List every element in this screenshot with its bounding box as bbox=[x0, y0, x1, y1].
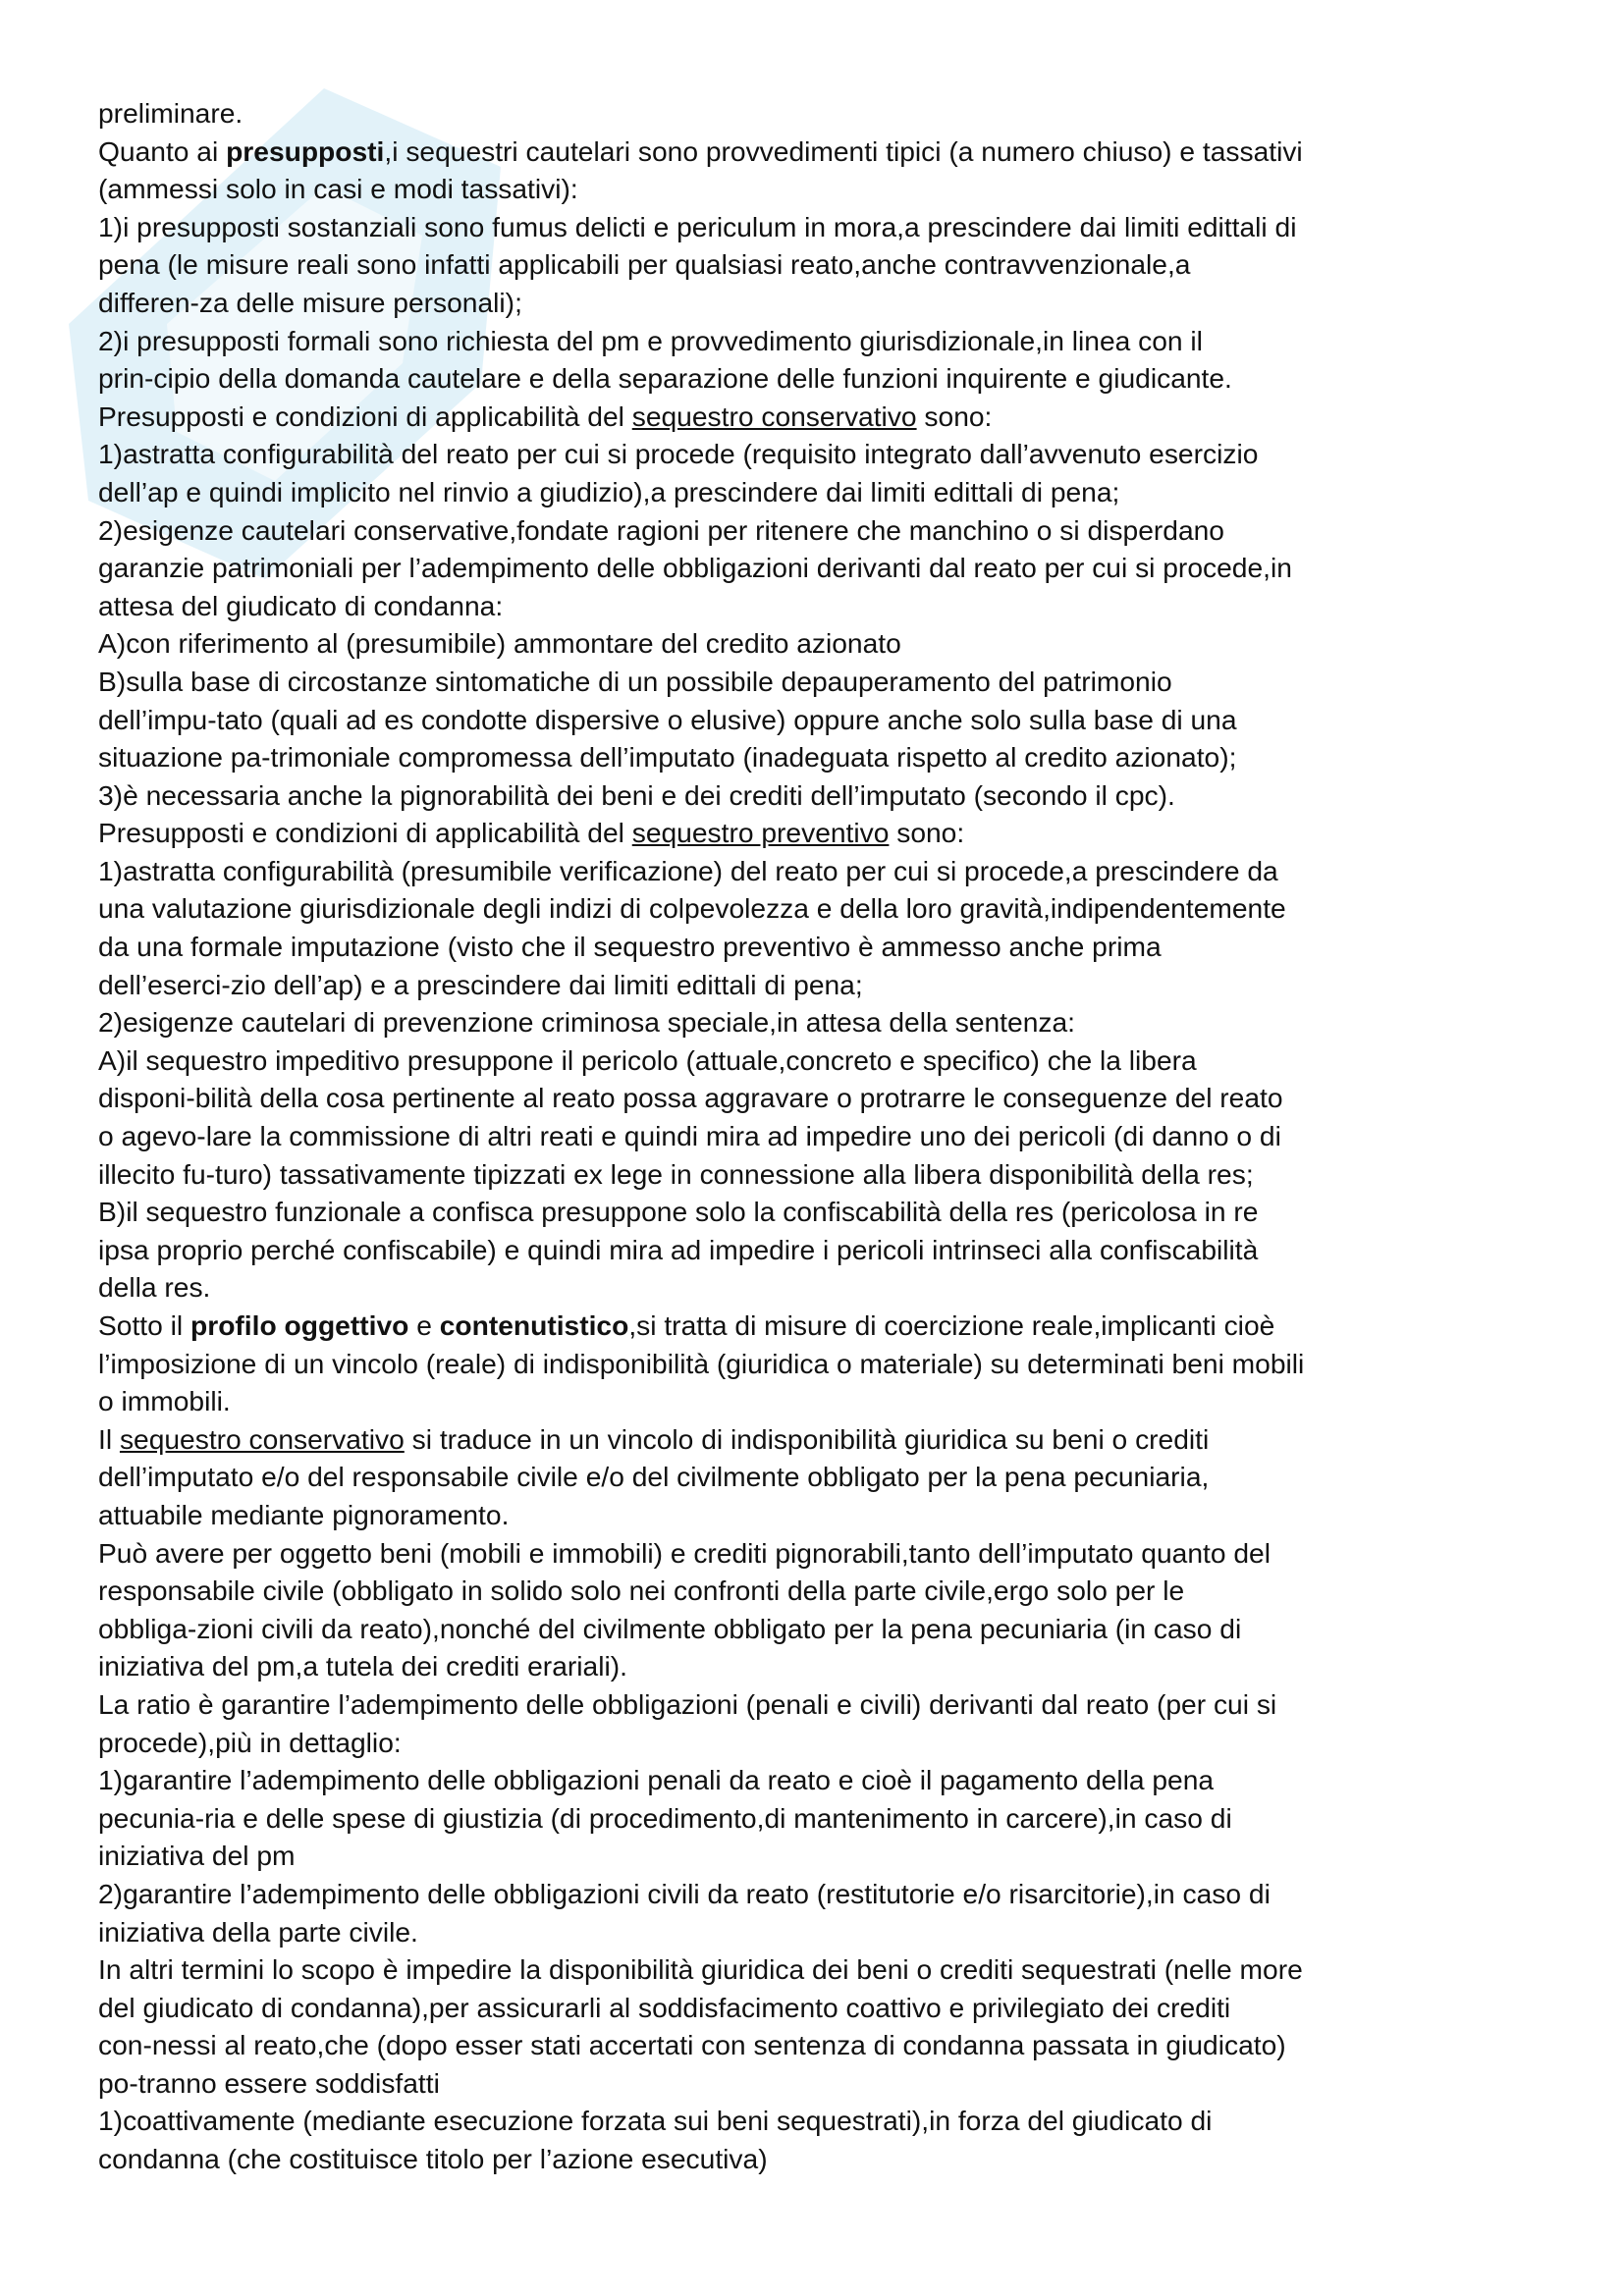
text-span: illecito fu-turo) tassativamente tipizzati ex lege in connessione alla libera disponibilità della res; bbox=[98, 1157, 1254, 1190]
text-span: Presupposti e condizioni di applicabilità del bbox=[98, 400, 632, 432]
text-line bbox=[98, 2064, 1551, 2103]
text-span: condanna (che costituisce titolo per l’azione esecutiva) bbox=[98, 2143, 768, 2175]
text-span: ,si tratta di misure di coercizione reale,implicanti cioè bbox=[628, 1309, 1275, 1341]
text-line bbox=[98, 1307, 1551, 1345]
text-line bbox=[98, 738, 1551, 776]
text-line bbox=[98, 1079, 1551, 1117]
text-span: pena (le misure reali sono infatti applicabili per qualsiasi reato,anche contravvenzionale,a bbox=[98, 248, 1191, 281]
text-span: (ammessi solo in casi e modi tassativi): bbox=[98, 173, 578, 205]
text-line bbox=[98, 1761, 1551, 1799]
text-line bbox=[98, 889, 1551, 928]
underlined-text: sequestro preventivo bbox=[631, 817, 890, 849]
text-span: preliminare. bbox=[98, 97, 243, 129]
text-line bbox=[98, 1989, 1551, 2027]
text-span: ,i sequestri cautelari sono provvedimenti tipici (a numero chiuso) e tassativi bbox=[384, 134, 1303, 167]
text-span: iniziativa della parte civile. bbox=[98, 1915, 418, 1948]
text-line bbox=[98, 359, 1551, 398]
text-line bbox=[98, 1724, 1551, 1762]
text-span: disponi-bilità della cosa pertinente al reato possa aggravare o protrarre le conseguenze del reato bbox=[98, 1082, 1283, 1114]
text-line bbox=[98, 94, 1551, 133]
text-span: dell’ap e quindi implicito nel rinvio a giudizio),a prescindere dai limiti edittali di pena; bbox=[98, 475, 1120, 507]
text-span: obbliga-zioni civili da reato),nonché del civilmente obbligato per la pena pecuniaria (in caso di bbox=[98, 1612, 1242, 1644]
text-line bbox=[98, 1875, 1551, 1913]
text-span: responsabile civile (obbligato in solido solo nei confronti della parte civile,ergo solo per le bbox=[98, 1575, 1185, 1607]
text-line bbox=[98, 1382, 1551, 1420]
text-span: attesa del giudicato di condanna: bbox=[98, 589, 504, 621]
text-span: In altri termini lo scopo è impedire la disponibilità giuridica dei beni o crediti sequestrati (nelle more bbox=[98, 1953, 1303, 1986]
text-span: garanzie patrimoniali per l’adempimento delle obbligazioni derivanti dal reato per cui si procede,in bbox=[98, 552, 1292, 584]
text-line bbox=[98, 814, 1551, 852]
text-span: della res. bbox=[98, 1271, 211, 1304]
text-line bbox=[98, 1231, 1551, 1269]
text-line bbox=[98, 284, 1551, 322]
text-span: Il bbox=[98, 1422, 120, 1455]
text-line bbox=[98, 549, 1551, 587]
text-line bbox=[98, 1155, 1551, 1194]
text-span: sono: bbox=[916, 400, 993, 432]
text-line bbox=[98, 473, 1551, 511]
text-span: iniziativa del pm bbox=[98, 1840, 296, 1872]
text-span: 2)garantire l’adempimento delle obbligazioni civili da reato (restitutorie e/o risarcitorie),in caso di bbox=[98, 1877, 1271, 1909]
text-line bbox=[98, 1610, 1551, 1648]
text-line bbox=[98, 663, 1551, 701]
text-line bbox=[98, 1647, 1551, 1685]
document-page bbox=[98, 94, 1551, 2178]
text-line bbox=[98, 170, 1551, 208]
text-line bbox=[98, 624, 1551, 663]
text-line bbox=[98, 2102, 1551, 2140]
text-span: Sotto il bbox=[98, 1309, 191, 1341]
text-span: situazione pa-trimoniale compromessa dell’imputato (inadeguata rispetto al credito azionato); bbox=[98, 741, 1237, 774]
text-span: A)il sequestro impeditivo presuppone il pericolo (attuale,concreto e specifico) che la libera bbox=[98, 1043, 1197, 1076]
text-span: 1)i presupposti sostanziali sono fumus delicti e periculum in mora,a prescindere dai limiti edittali di bbox=[98, 210, 1297, 242]
text-span: dell’eserci-zio dell’ap) e a prescindere dai limiti edittali di pena; bbox=[98, 968, 863, 1000]
text-span: iniziativa del pm,a tutela dei crediti erariali). bbox=[98, 1650, 627, 1682]
text-span: da una formale imputazione (visto che il sequestro preventivo è ammesso anche prima bbox=[98, 931, 1162, 963]
text-line bbox=[98, 1041, 1551, 1080]
text-span: B)sulla base di circostanze sintomatiche di un possibile depauperamento del patrimonio bbox=[98, 665, 1172, 697]
text-line bbox=[98, 1458, 1551, 1496]
text-line bbox=[98, 701, 1551, 739]
text-span: 1)garantire l’adempimento delle obbligazioni penali da reato e cioè il pagamento della pena bbox=[98, 1764, 1215, 1796]
text-line bbox=[98, 322, 1551, 360]
text-line bbox=[98, 1003, 1551, 1041]
text-line bbox=[98, 966, 1551, 1004]
text-span: procede),più in dettaglio: bbox=[98, 1726, 402, 1758]
text-line bbox=[98, 1534, 1551, 1573]
text-span: dell’impu-tato (quali ad es condotte dispersive o elusive) oppure anche solo sulla base di una bbox=[98, 703, 1237, 735]
text-span: pecunia-ria e delle spese di giustizia (di procedimento,di mantenimento in carcere),in caso di bbox=[98, 1801, 1232, 1834]
text-line bbox=[98, 208, 1551, 246]
text-span: una valutazione giurisdizionale degli indizi di colpevolezza e della loro gravità,indipendentemente bbox=[98, 892, 1286, 925]
text-span: ipsa proprio perché confiscabile) e quindi mira ad impedire i pericoli intrinseci alla confiscabilità bbox=[98, 1233, 1259, 1265]
text-span: 1)astratta configurabilità del reato per cui si procede (requisito integrato dall’avvenuto esercizio bbox=[98, 438, 1259, 470]
text-line bbox=[98, 1837, 1551, 1875]
text-line bbox=[98, 587, 1551, 625]
text-span: l’imposizione di un vincolo (reale) di indisponibilità (giuridica o materiale) su determinati beni mobili bbox=[98, 1347, 1305, 1379]
bold-text: presupposti bbox=[226, 134, 385, 167]
text-line bbox=[98, 1193, 1551, 1231]
text-line bbox=[98, 1345, 1551, 1383]
text-span: Può avere per oggetto beni (mobili e immobili) e crediti pignorabili,tanto dell’imputato quanto del bbox=[98, 1536, 1271, 1569]
text-span: attuabile mediante pignoramento. bbox=[98, 1498, 510, 1530]
text-line bbox=[98, 852, 1551, 890]
text-span: si traduce in un vincolo di indisponibilità giuridica su beni o crediti bbox=[404, 1422, 1210, 1455]
text-line bbox=[98, 2026, 1551, 2064]
text-line bbox=[98, 776, 1551, 815]
text-span: A)con riferimento al (presumibile) ammontare del credito azionato bbox=[98, 627, 901, 660]
text-span: sono: bbox=[889, 817, 965, 849]
text-line bbox=[98, 245, 1551, 284]
text-span: 2)esigenze cautelari di prevenzione criminosa speciale,in attesa della sentenza: bbox=[98, 1006, 1075, 1039]
text-span: B)il sequestro funzionale a confisca presuppone solo la confiscabilità della res (pericolosa in re bbox=[98, 1196, 1259, 1228]
text-span: differen-za delle misure personali); bbox=[98, 286, 522, 318]
text-line bbox=[98, 1496, 1551, 1534]
text-span: 3)è necessaria anche la pignorabilità dei beni e dei crediti dell’imputato (secondo il cpc). bbox=[98, 778, 1175, 811]
text-span: e bbox=[408, 1309, 440, 1341]
text-span: con-nessi al reato,che (dopo esser stati accertati con sentenza di condanna passata in giudicato) bbox=[98, 2029, 1286, 2061]
text-span: Quanto ai bbox=[98, 134, 227, 167]
text-line bbox=[98, 435, 1551, 473]
text-span: po-tranno essere soddisfatti bbox=[98, 2066, 440, 2099]
text-span: o agevo-lare la commissione di altri reati e quindi mira ad impedire uno dei pericoli (di danno o di bbox=[98, 1120, 1281, 1152]
text-line bbox=[98, 1268, 1551, 1307]
text-span: 2)i presupposti formali sono richiesta del pm e provvedimento giurisdizionale,in linea con il bbox=[98, 324, 1203, 356]
text-line bbox=[98, 1913, 1551, 1951]
text-line bbox=[98, 2140, 1551, 2178]
text-span: 1)coattivamente (mediante esecuzione forzata sui beni sequestrati),in forza del giudicato di bbox=[98, 2105, 1213, 2137]
text-span: 2)esigenze cautelari conservative,fondate ragioni per ritenere che manchino o si disperdano bbox=[98, 513, 1224, 546]
text-line bbox=[98, 133, 1551, 171]
text-line bbox=[98, 1117, 1551, 1155]
text-span: prin-cipio della domanda cautelare e della separazione delle funzioni inquirente e giudicante. bbox=[98, 362, 1232, 395]
text-span: o immobili. bbox=[98, 1385, 231, 1417]
bold-text: profilo oggettivo bbox=[190, 1309, 409, 1341]
text-line bbox=[98, 1950, 1551, 1989]
underlined-text: sequestro conservativo bbox=[119, 1422, 405, 1455]
text-line bbox=[98, 1799, 1551, 1838]
text-line bbox=[98, 398, 1551, 436]
text-span: dell’imputato e/o del responsabile civile e/o del civilmente obbligato per la pena pecuniaria, bbox=[98, 1461, 1210, 1493]
text-line bbox=[98, 511, 1551, 550]
bold-text: contenutistico bbox=[439, 1309, 629, 1341]
text-span: del giudicato di condanna),per assicurarli al soddisfacimento coattivo e privilegiato dei crediti bbox=[98, 1991, 1231, 2023]
text-span: La ratio è garantire l’adempimento delle obbligazioni (penali e civili) derivanti dal reato (per cui si bbox=[98, 1687, 1277, 1720]
text-line bbox=[98, 1685, 1551, 1724]
underlined-text: sequestro conservativo bbox=[631, 400, 917, 432]
text-line bbox=[98, 1572, 1551, 1610]
text-line bbox=[98, 1420, 1551, 1459]
text-span: 1)astratta configurabilità (presumibile verificazione) del reato per cui si procede,a prescindere da bbox=[98, 854, 1278, 886]
text-span: Presupposti e condizioni di applicabilità del bbox=[98, 817, 632, 849]
text-line bbox=[98, 928, 1551, 966]
